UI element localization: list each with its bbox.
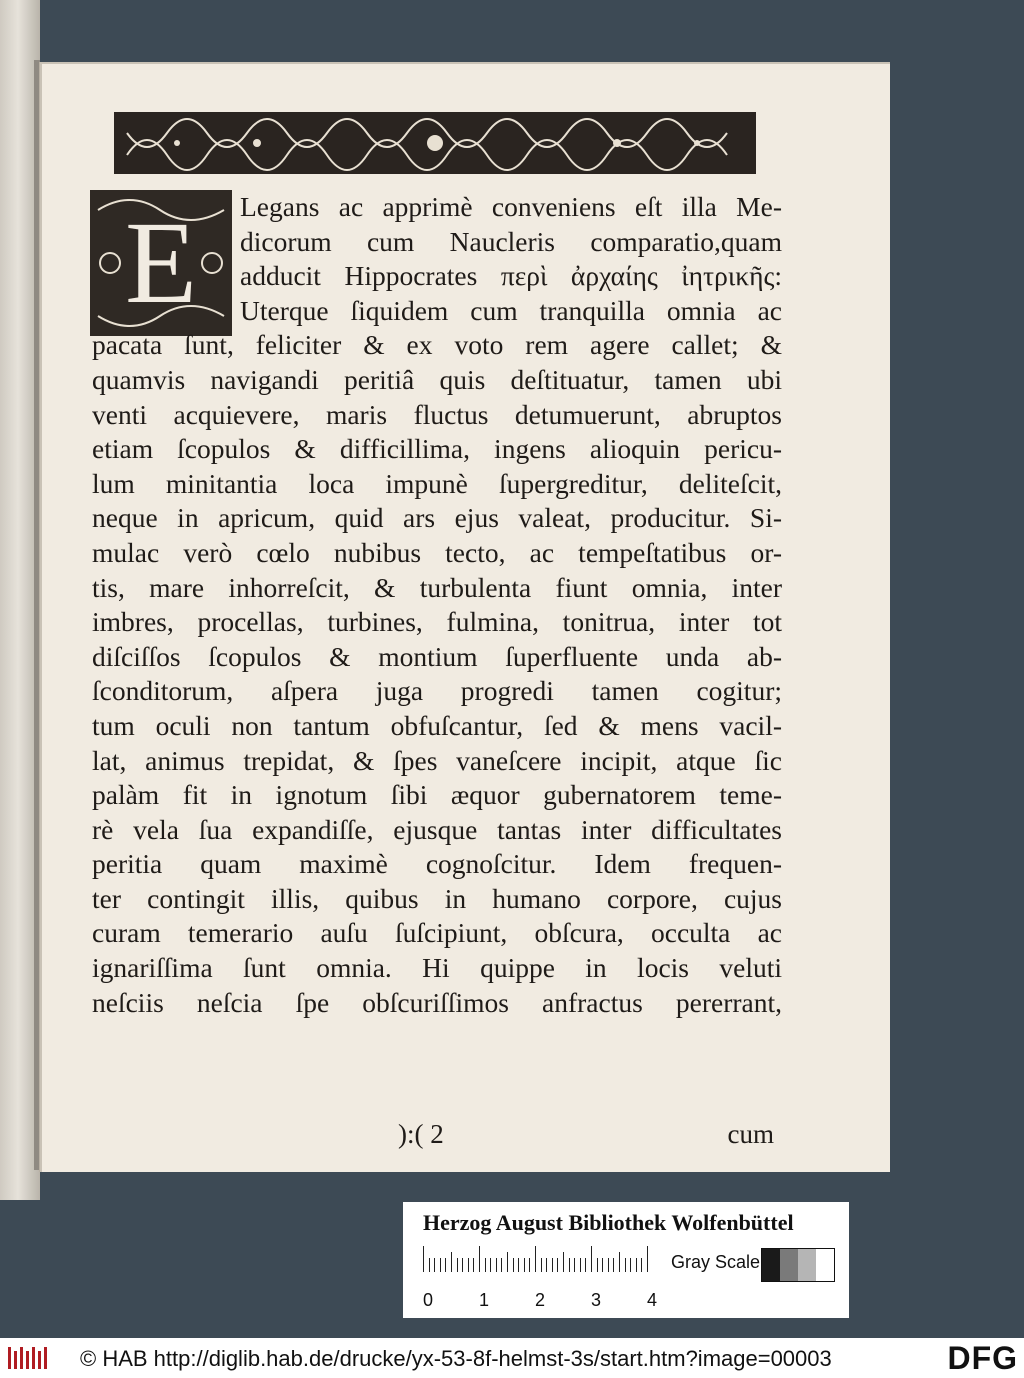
text-line: dicorum cum Naucleris comparatio,quam xyxy=(240,225,782,257)
ruler-tick xyxy=(440,1258,441,1272)
hab-logo-icon xyxy=(8,1345,48,1371)
gray-scale-card xyxy=(403,1202,849,1318)
ruler-tick xyxy=(524,1258,525,1272)
book-page xyxy=(40,62,890,1172)
ruler-tick xyxy=(434,1258,435,1272)
ruler-tick xyxy=(608,1258,609,1272)
ruler-tick xyxy=(507,1252,508,1272)
text-line: mulac verò cœlo nubibus tecto, ac tempeſtatibus or- xyxy=(92,536,782,568)
ruler-tick xyxy=(602,1258,603,1272)
ruler-tick xyxy=(535,1246,536,1272)
ruler-tick xyxy=(513,1258,514,1272)
ruler-tick xyxy=(574,1258,575,1272)
ruler-tick xyxy=(597,1258,598,1272)
page-foot xyxy=(92,1119,782,1155)
ruler-tick xyxy=(462,1258,463,1272)
ruler-tick xyxy=(541,1258,542,1272)
ruler-tick xyxy=(429,1258,430,1272)
ruler-tick xyxy=(529,1258,530,1272)
ruler-tick xyxy=(557,1258,558,1272)
ruler-tick xyxy=(619,1252,620,1272)
gray-swatch xyxy=(762,1249,780,1281)
text-line: venti acquievere, maris fluctus detumuerunt, abruptos xyxy=(92,398,782,430)
ornamental-headpiece xyxy=(114,112,756,174)
ruler-tick xyxy=(468,1258,469,1272)
text-line: neque in apricum, quid ars ejus valeat, producitur. Si- xyxy=(92,502,782,534)
ruler-tick xyxy=(580,1258,581,1272)
text-line: etiam ſcopulos & difficillima, ingens alioquin pericu- xyxy=(92,433,782,465)
ruler-tick xyxy=(451,1252,452,1272)
ruler-tick xyxy=(496,1258,497,1272)
ruler-tick xyxy=(591,1246,592,1272)
ruler-tick xyxy=(563,1252,564,1272)
ruler-tick xyxy=(569,1258,570,1272)
catchword: cum xyxy=(727,1119,774,1149)
text-line: lat, animus trepidat, & ſpes vaneſcere incipit, atque ſic xyxy=(92,744,782,776)
gray-swatch xyxy=(798,1249,816,1281)
ruler-tick xyxy=(423,1246,424,1272)
ruler-tick xyxy=(636,1258,637,1272)
ruler-number: 0 xyxy=(423,1290,434,1310)
text-line: quamvis navigandi peritiâ quis deſtituatur, tamen ubi xyxy=(92,363,782,395)
body-text xyxy=(92,190,782,1020)
initial-letter: E xyxy=(124,197,198,328)
ruler-tick xyxy=(546,1258,547,1272)
ruler-tick xyxy=(501,1258,502,1272)
text-line: tum oculi non tantum obfuſcantur, ſed & mens vacil- xyxy=(92,709,782,741)
text-line: lum minitantia loca impunè ſupergreditur, deliteſcit, xyxy=(92,467,782,499)
ruler-number: 3 xyxy=(591,1290,602,1310)
text-line: diſciſſos ſcopulos & montium ſuperfluente unda ab- xyxy=(92,640,782,672)
source-link[interactable]: © HAB http://diglib.hab.de/drucke/yx-53-8f-helmst-3s/start.htm?image=00003 xyxy=(80,1346,832,1371)
ruler-tick xyxy=(518,1258,519,1272)
ruler-tick xyxy=(490,1258,491,1272)
gray-scale-label: Gray Scale xyxy=(671,1252,761,1272)
text-line: curam temerario auſu ſuſcipiunt, obſcura, occulta ac xyxy=(92,917,782,949)
signature-mark: ):( 2 xyxy=(398,1119,444,1149)
ruler-tick xyxy=(613,1258,614,1272)
dfg-logo: DFG xyxy=(947,1340,1018,1376)
ruler-tick xyxy=(473,1258,474,1272)
ruler xyxy=(423,1246,663,1286)
ruler-number: 1 xyxy=(479,1290,490,1310)
ruler-tick xyxy=(641,1258,642,1272)
text-line: Legans ac apprimè conveniens eſt illa Me- xyxy=(240,191,782,222)
ruler-tick xyxy=(485,1258,486,1272)
ruler-tick xyxy=(625,1258,626,1272)
ruler-number: 2 xyxy=(535,1290,546,1310)
gray-swatch xyxy=(816,1249,834,1281)
ruler-number: 4 xyxy=(647,1290,658,1310)
text-line: peritia quam maximè cognoſcitur. Idem frequen- xyxy=(92,848,782,880)
text-line: adducit Hippocrates περὶ ἀρχαίης ἰητρικῆς: xyxy=(240,260,782,292)
adjacent-book-edge xyxy=(0,0,40,1200)
footer-bar xyxy=(0,1338,1024,1378)
ruler-tick xyxy=(479,1246,480,1272)
text-line: pacata ſunt, feliciter & ex voto rem agere callet; & xyxy=(92,329,782,361)
text-line: neſciis neſcia ſpe obſcuriſſimos anfractus pererrant, xyxy=(92,986,782,1018)
text-line: palàm fit in ignotum ſibi æquor gubernatorem teme- xyxy=(92,779,782,811)
ruler-tick xyxy=(647,1246,648,1272)
ruler-tick xyxy=(445,1258,446,1272)
text-line: Uterque ſiquidem cum tranquilla omnia ac xyxy=(240,294,782,326)
gray-swatches xyxy=(761,1248,835,1282)
text-line: tis, mare inhorreſcit, & turbulenta fiunt omnia, inter xyxy=(92,571,782,603)
ruler-tick xyxy=(585,1258,586,1272)
gray-swatch xyxy=(780,1249,798,1281)
ruler-tick xyxy=(457,1258,458,1272)
text-line: imbres, procellas, turbines, fulmina, tonitrua, inter tot xyxy=(92,606,782,638)
text-line: ſconditorum, aſpera juga progredi tamen cogitur; xyxy=(92,675,782,707)
text-line: ignariſſima ſunt omnia. Hi quippe in locis veluti xyxy=(92,952,782,984)
ruler-tick xyxy=(552,1258,553,1272)
text-line: rè vela ſua expandiſſe, ejusque tantas inter difficultates xyxy=(92,813,782,845)
library-name: Herzog August Bibliothek Wolfenbüttel xyxy=(423,1210,794,1235)
text-line: ter contingit illis, quibus in humano corpore, cujus xyxy=(92,882,782,914)
ruler-tick xyxy=(630,1258,631,1272)
